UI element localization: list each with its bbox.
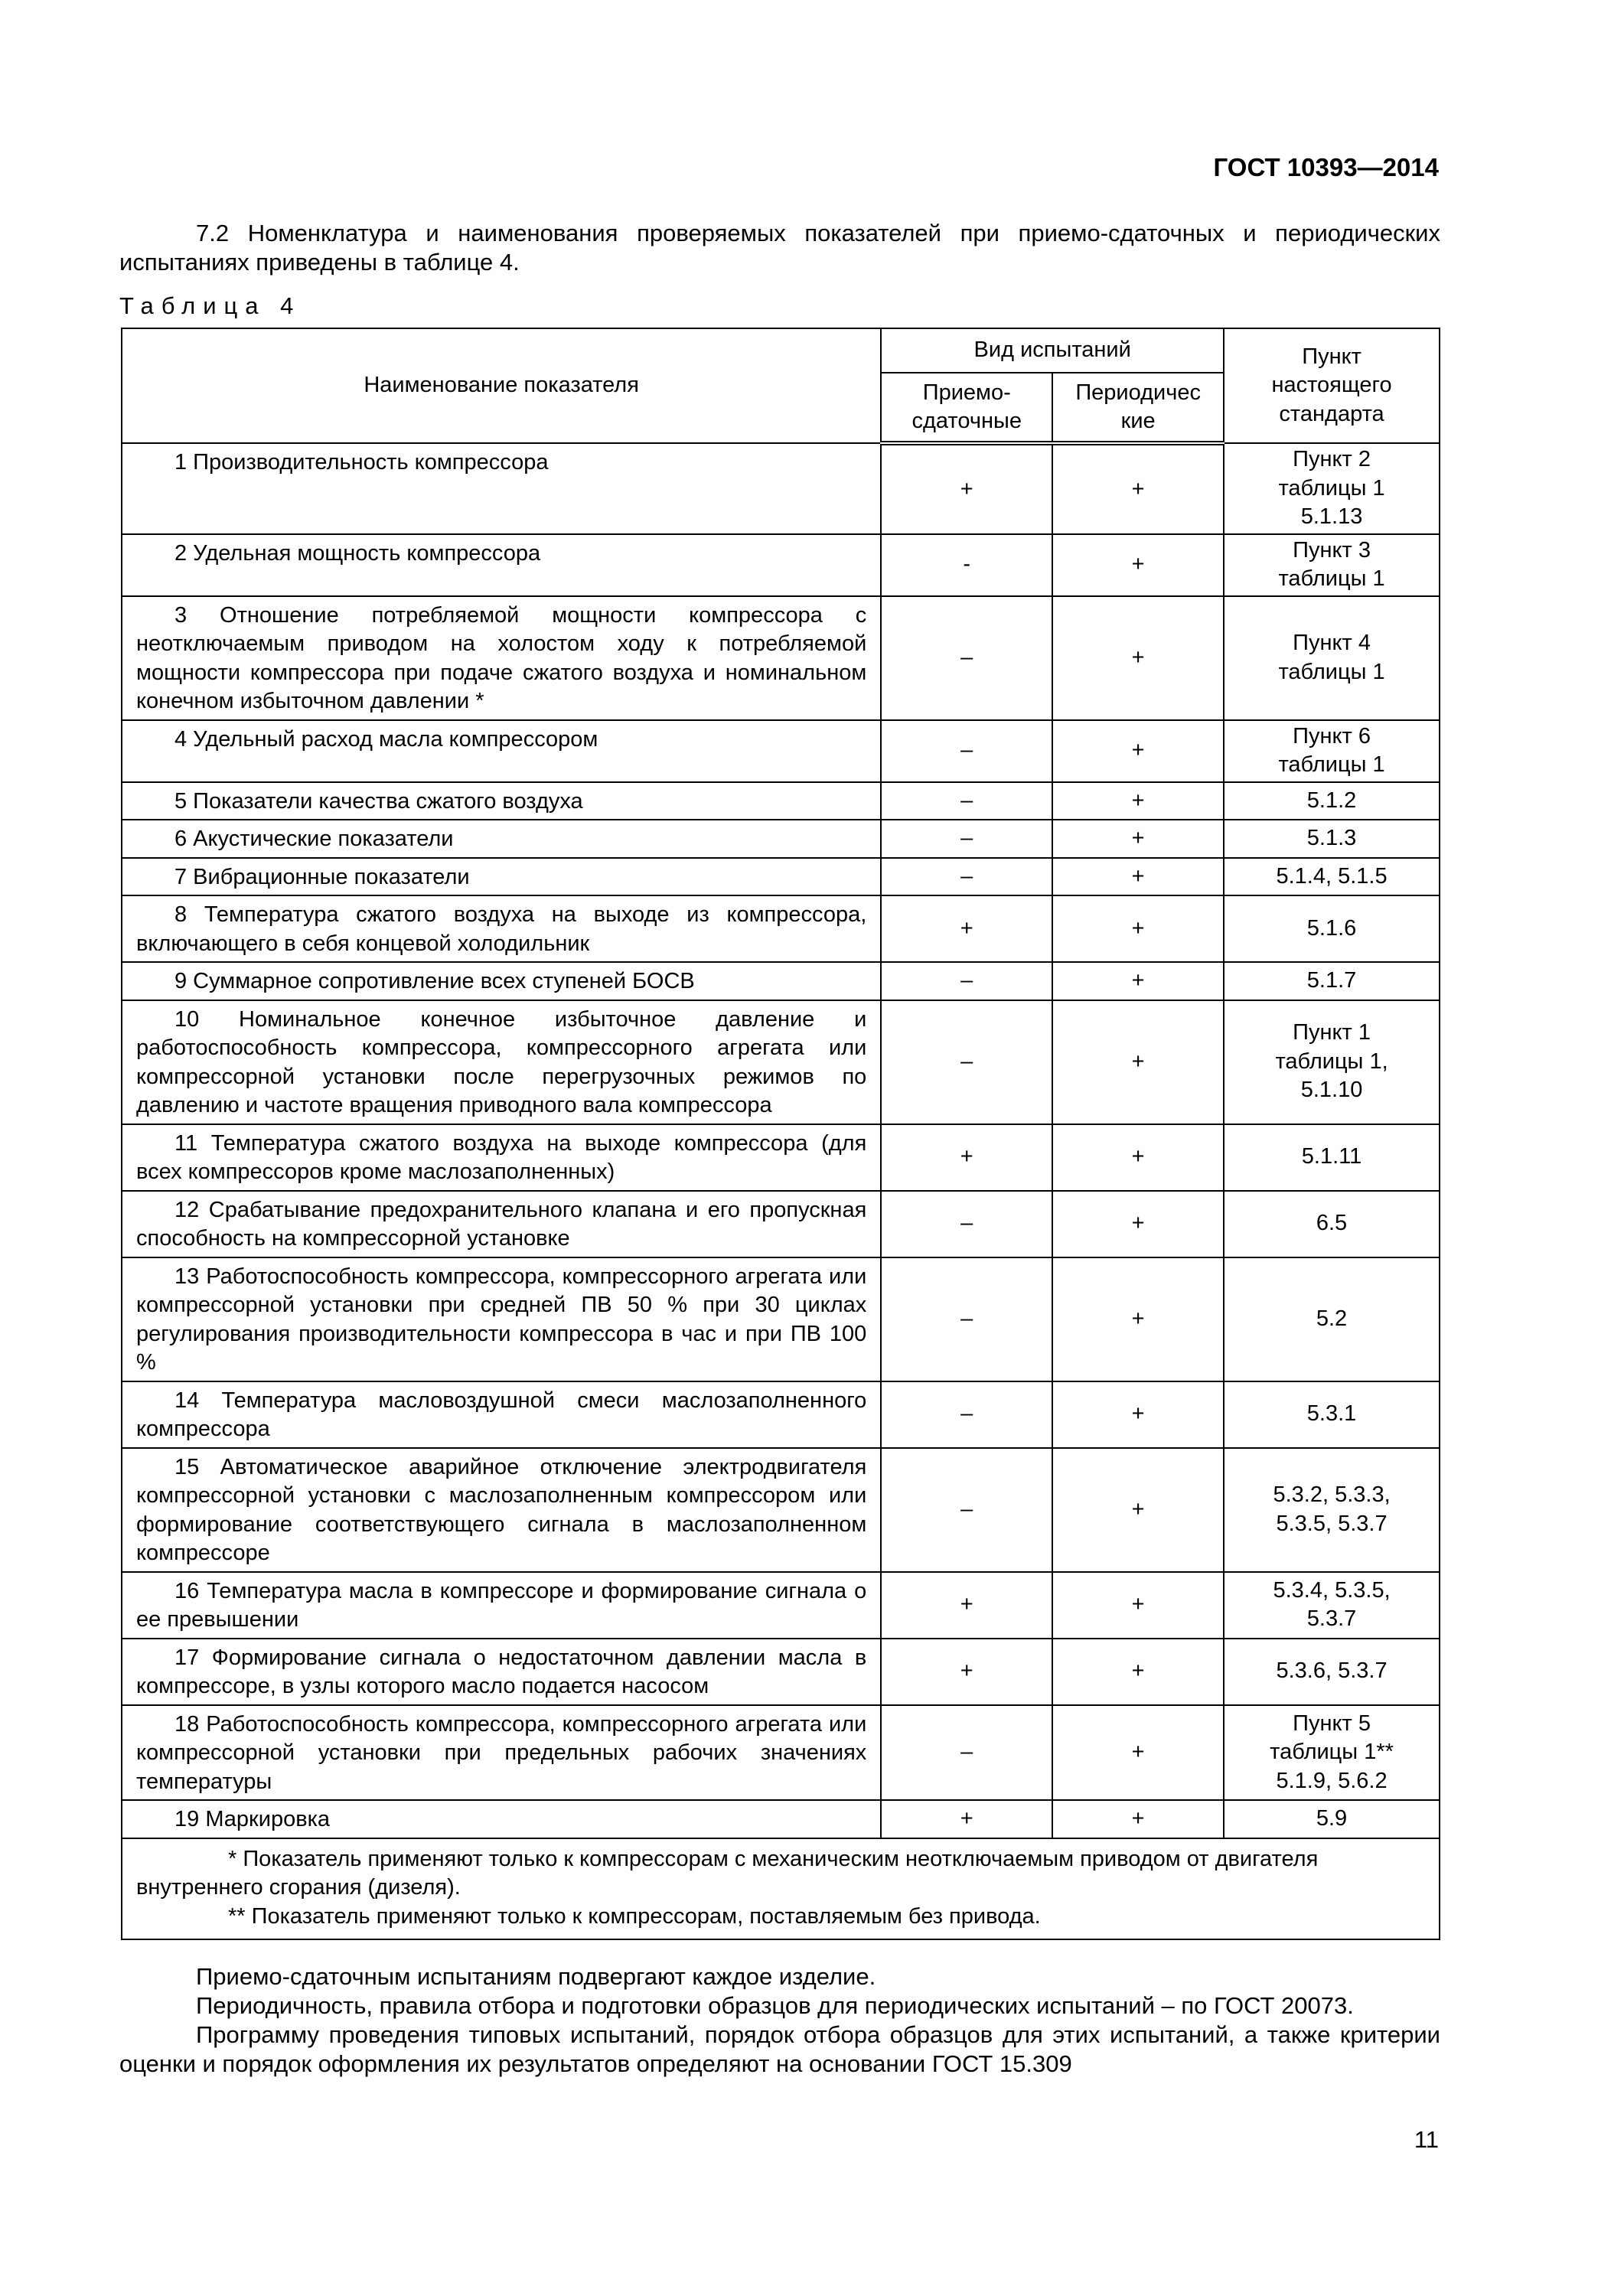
table-row (122, 1124, 1440, 1191)
indicator-name: 3 Отношение потребляемой мощности компрессора с неотключаемым приводом на холостом ходу к потребляемой мощности компрессора при подаче сжатого воздуха и номинальном конечном избыточном давлении * (122, 596, 881, 720)
clause-ref: 5.1.7 (1224, 962, 1440, 1000)
acceptance-mark: + (881, 1800, 1052, 1838)
acceptance-mark: – (881, 1381, 1052, 1448)
footnote-2: ** Показатель применяют только к компрессорам, поставляемым без привода. (228, 1903, 1041, 1929)
indicator-name: 19 Маркировка (122, 1800, 881, 1838)
clause-ref: 5.1.2 (1224, 782, 1440, 820)
table-row (122, 782, 1440, 820)
clause-ref: Пункт 5 таблицы 1** 5.1.9, 5.6.2 (1224, 1705, 1440, 1801)
acceptance-mark: + (881, 1572, 1052, 1639)
indicator-name: 10 Номинальное конечное избыточное давление и работоспособность компрессора, компрессорного агрегата или компрессорной установки после перегрузочных режимов по давлению и частоте вращения приводного вала компрессора (122, 1000, 881, 1124)
indicator-name: 1 Производительность компрессора (122, 443, 881, 534)
clause-ref: 6.5 (1224, 1191, 1440, 1257)
footnote-1: * Показатель применяют только к компрессорам с механическим неотключаемым приводом от двигателя внутреннего сгорания (дизеля). (136, 1846, 1319, 1900)
periodic-mark: + (1052, 820, 1224, 858)
periodic-mark: + (1052, 1191, 1224, 1257)
indicators-table (121, 328, 1440, 1940)
periodic-mark: + (1052, 596, 1224, 720)
table-row (122, 1000, 1440, 1124)
acceptance-mark: - (881, 534, 1052, 596)
periodic-mark: + (1052, 1000, 1224, 1124)
periodic-mark: + (1052, 1572, 1224, 1639)
periodic-mark: + (1052, 1257, 1224, 1381)
indicator-name: 7 Вибрационные показатели (122, 858, 881, 896)
clause-ref: 5.9 (1224, 1800, 1440, 1838)
indicator-name: 14 Температура масловоздушной смеси маслозаполненного компрессора (122, 1381, 881, 1448)
table-row (122, 596, 1440, 720)
acceptance-mark: – (881, 1191, 1052, 1257)
clause-ref: 5.1.6 (1224, 895, 1440, 962)
table-row (122, 962, 1440, 1000)
acceptance-mark: – (881, 858, 1052, 896)
clause-ref: 5.3.1 (1224, 1381, 1440, 1448)
table-row (122, 1800, 1440, 1838)
periodic-mark: + (1052, 1705, 1224, 1801)
header-test-type: Вид испытаний (881, 328, 1224, 373)
acceptance-mark: + (881, 1639, 1052, 1705)
page-number: 11 (1414, 2126, 1439, 2153)
clause-ref: 5.1.4, 5.1.5 (1224, 858, 1440, 896)
periodic-mark: + (1052, 858, 1224, 896)
closing-text (119, 1962, 1440, 2079)
acceptance-mark: – (881, 1257, 1052, 1381)
periodic-mark: + (1052, 1800, 1224, 1838)
periodic-mark: + (1052, 1639, 1224, 1705)
periodic-mark: + (1052, 782, 1224, 820)
header-clause: Пункт настоящего стандарта (1224, 328, 1440, 443)
clause-ref: Пункт 2 таблицы 1 5.1.13 (1224, 443, 1440, 534)
acceptance-mark: – (881, 720, 1052, 782)
indicator-name: 6 Акустические показатели (122, 820, 881, 858)
document-code: ГОСТ 10393—2014 (1213, 153, 1439, 181)
periodic-mark: + (1052, 720, 1224, 782)
table-row (122, 1191, 1440, 1257)
paragraph-type-tests: Программу проведения типовых испытаний, порядок отбора образцов для этих испытаний, а также критерии оценки и порядок оформления их результатов определяют на основании ГОСТ 15.309 (119, 2021, 1440, 2077)
indicator-name: 8 Температура сжатого воздуха на выходе из компрессора, включающего в себя концевой холодильник (122, 895, 881, 962)
indicator-name: 5 Показатели качества сжатого воздуха (122, 782, 881, 820)
acceptance-mark: + (881, 443, 1052, 534)
acceptance-mark: – (881, 596, 1052, 720)
table-row (122, 534, 1440, 596)
table-caption: Таблица 4 (119, 292, 302, 319)
acceptance-mark: – (881, 962, 1052, 1000)
table-row (122, 895, 1440, 962)
clause-ref: 5.1.11 (1224, 1124, 1440, 1191)
header-periodic: Периодичес кие (1052, 373, 1224, 443)
clause-ref: Пункт 1 таблицы 1, 5.1.10 (1224, 1000, 1440, 1124)
table-row (122, 443, 1440, 534)
periodic-mark: + (1052, 1381, 1224, 1448)
clause-ref: 5.1.3 (1224, 820, 1440, 858)
indicator-name: 9 Суммарное сопротивление всех ступеней БОСВ (122, 962, 881, 1000)
table-row (122, 1257, 1440, 1381)
indicator-name: 15 Автоматическое аварийное отключение электродвигателя компрессорной установки с маслозаполненным компрессором или формирование соответствующего сигнала в маслозаполненном компрессоре (122, 1448, 881, 1572)
table-row (122, 1572, 1440, 1639)
intro-paragraph: 7.2 Номенклатура и наименования проверяемых показателей при приемо-сдаточных и периодических испытаниях приведены в таблице 4. (119, 220, 1440, 276)
indicator-name: 13 Работоспособность компрессора, компрессорного агрегата или компрессорной установки при средней ПВ 50 % при 30 циклах регулирования производительности компрессора в час и при ПВ 100 % (122, 1257, 881, 1381)
table-row (122, 1381, 1440, 1448)
clause-ref: 5.2 (1224, 1257, 1440, 1381)
clause-ref: Пункт 6 таблицы 1 (1224, 720, 1440, 782)
indicator-name: 18 Работоспособность компрессора, компрессорного агрегата или компрессорной установки при предельных рабочих значениях температуры (122, 1705, 881, 1801)
paragraph-periodicity: Периодичность, правила отбора и подготовки образцов для периодических испытаний – по ГОСТ 20073. (196, 1992, 1354, 2019)
clause-ref: 5.3.2, 5.3.3, 5.3.5, 5.3.7 (1224, 1448, 1440, 1572)
clause-ref: Пункт 4 таблицы 1 (1224, 596, 1440, 720)
table-row (122, 720, 1440, 782)
acceptance-mark: – (881, 1448, 1052, 1572)
acceptance-mark: – (881, 782, 1052, 820)
clause-ref: 5.3.6, 5.3.7 (1224, 1639, 1440, 1705)
clause-ref: 5.3.4, 5.3.5, 5.3.7 (1224, 1572, 1440, 1639)
acceptance-mark: – (881, 820, 1052, 858)
indicator-name: 16 Температура масла в компрессоре и формирование сигнала о ее превышении (122, 1572, 881, 1639)
indicator-name: 2 Удельная мощность компрессора (122, 534, 881, 596)
indicator-name: 4 Удельный расход масла компрессором (122, 720, 881, 782)
acceptance-mark: – (881, 1000, 1052, 1124)
table-row (122, 1448, 1440, 1572)
indicator-name: 11 Температура сжатого воздуха на выходе компрессора (для всех компрессоров кроме маслозаполненных) (122, 1124, 881, 1191)
header-indicator-name: Наименование показателя (122, 328, 881, 443)
periodic-mark: + (1052, 443, 1224, 534)
table-row (122, 1639, 1440, 1705)
clause-ref: Пункт 3 таблицы 1 (1224, 534, 1440, 596)
periodic-mark: + (1052, 1448, 1224, 1572)
indicator-name: 12 Срабатывание предохранительного клапана и его пропускная способность на компрессорной установке (122, 1191, 881, 1257)
table-row (122, 820, 1440, 858)
indicator-name: 17 Формирование сигнала о недостаточном давлении масла в компрессоре, в узлы которого масло подается насосом (122, 1639, 881, 1705)
acceptance-mark: + (881, 895, 1052, 962)
table-row (122, 1705, 1440, 1801)
header-acceptance: Приемо-сдаточные (881, 373, 1052, 443)
periodic-mark: + (1052, 895, 1224, 962)
acceptance-mark: – (881, 1705, 1052, 1801)
table-row (122, 858, 1440, 896)
periodic-mark: + (1052, 534, 1224, 596)
table-footnotes (122, 1838, 1440, 1940)
acceptance-mark: + (881, 1124, 1052, 1191)
periodic-mark: + (1052, 1124, 1224, 1191)
periodic-mark: + (1052, 962, 1224, 1000)
paragraph-acceptance: Приемо-сдаточным испытаниям подвергают каждое изделие. (196, 1963, 876, 1990)
